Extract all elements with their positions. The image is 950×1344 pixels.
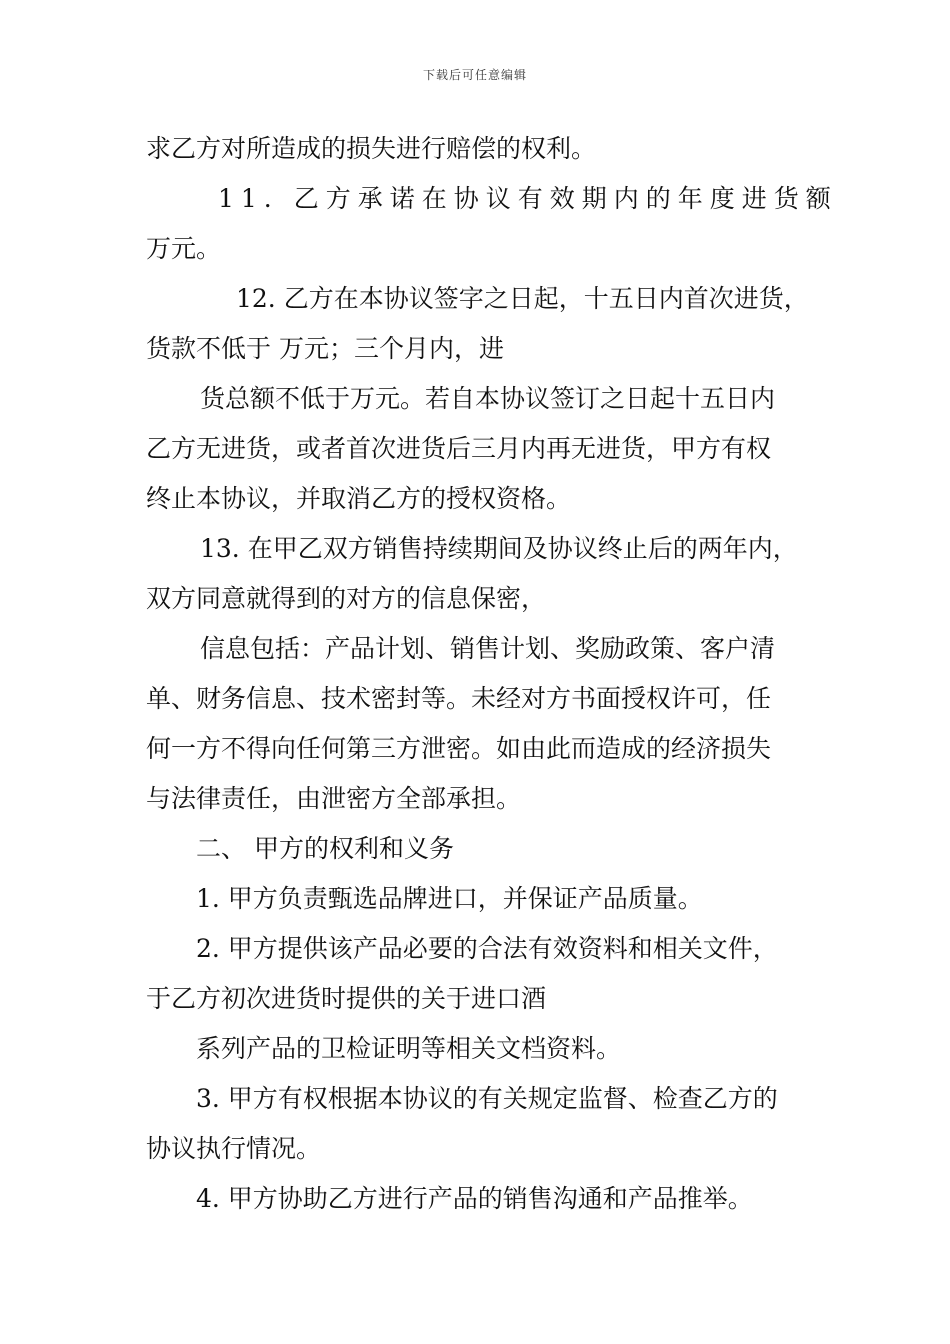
text-line: 信息包括：产品计划、销售计划、奖励政策、客户清	[200, 634, 776, 663]
text-line: 双方同意就得到的对方的信息保密，	[146, 584, 547, 613]
text-line: 11. 乙方承诺在协议有效期内的年度进货额	[218, 184, 838, 213]
text-line: 于乙方初次进货时提供的关于进口酒	[146, 984, 547, 1013]
text-line: 何一方不得向任何第三方泄密。如由此而造成的经济损失	[146, 734, 772, 763]
page-header: 下载后可任意编辑	[422, 68, 527, 82]
text-line: 单、财务信息、技术密封等。未经对方书面授权许可，任	[146, 684, 772, 713]
text-line: 协议执行情况。	[146, 1134, 322, 1163]
text-line: 万元。	[146, 234, 222, 263]
text-line: 12. 乙方在本协议签字之日起，十五日内首次进货，	[236, 284, 809, 313]
text-line: 乙方无进货，或者首次进货后三月内再无进货，甲方有权	[146, 434, 772, 463]
text-line: 货总额不低于万元。若自本协议签订之日起十五日内	[200, 384, 776, 413]
text-line: 13. 在甲乙双方销售持续期间及协议终止后的两年内，	[200, 534, 798, 563]
text-line: 2. 甲方提供该产品必要的合法有效资料和相关文件，	[196, 934, 778, 963]
text-line: 货款不低于 万元；三个月内，进	[146, 334, 504, 363]
text-line: 系列产品的卫检证明等相关文档资料。	[196, 1034, 622, 1063]
text-line: 3. 甲方有权根据本协议的有关规定监督、检查乙方的	[196, 1084, 778, 1113]
text-line: 终止本协议，并取消乙方的授权资格。	[146, 484, 572, 513]
section-heading: 二、 甲方的权利和义务	[196, 834, 454, 863]
text-line: 与法律责任，由泄密方全部承担。	[146, 784, 522, 813]
text-line: 1. 甲方负责甄选品牌进口，并保证产品质量。	[196, 884, 703, 913]
text-line: 求乙方对所造成的损失进行赔偿的权利。	[146, 134, 597, 163]
text-line: 4. 甲方协助乙方进行产品的销售沟通和产品推举。	[196, 1184, 753, 1213]
